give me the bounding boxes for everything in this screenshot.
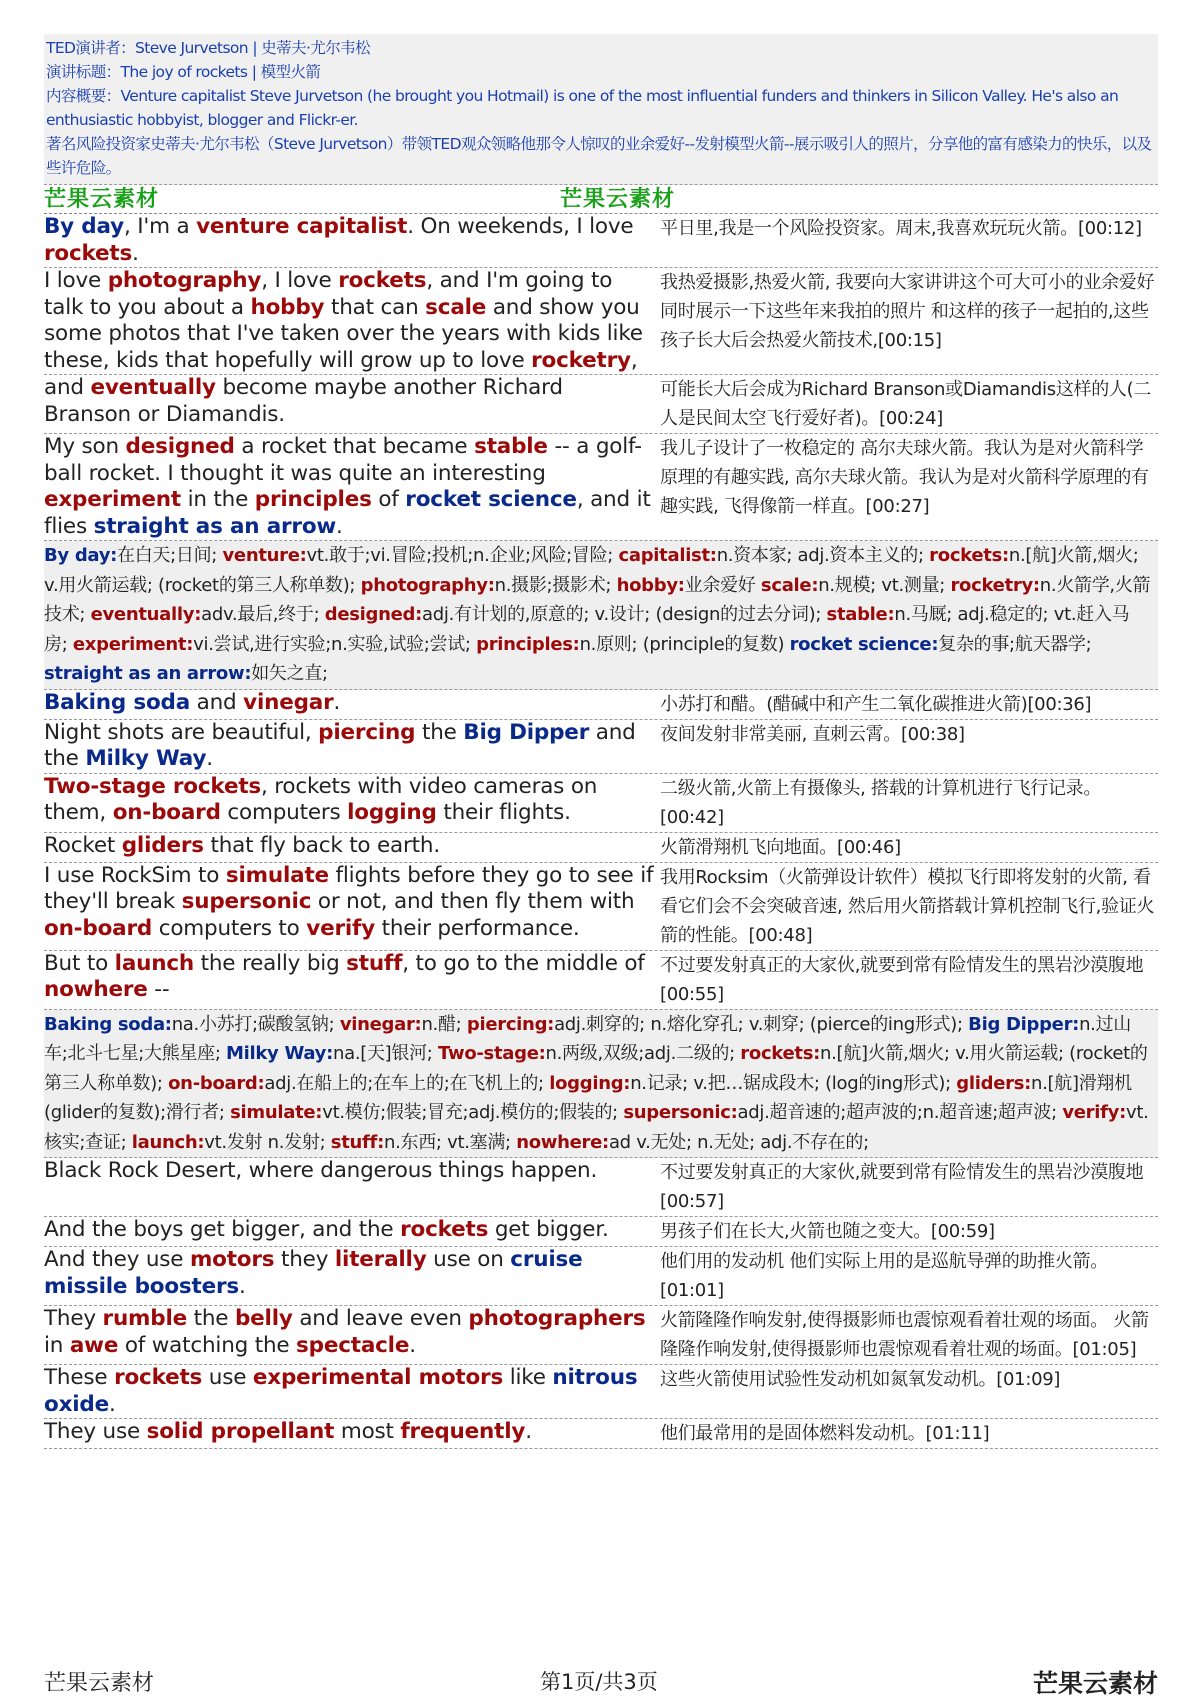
footer-brand-left: 芒果云素材 xyxy=(44,1671,155,1696)
text-run: get bigger. xyxy=(488,1217,609,1242)
text-run: n.原则; (principle的复数) xyxy=(579,633,790,655)
text-run: n.[航]火箭,烟火; v.用火箭运载; (rocket的第三人称单数); xyxy=(44,1043,1148,1094)
text-run: n.醋; xyxy=(421,1013,467,1035)
sentence-row xyxy=(44,690,1158,720)
chinese-translation: 他们最常用的是固体燃料发动机。[01:11] xyxy=(660,1423,990,1444)
text-run: or not, and then fly them with xyxy=(311,889,635,914)
sentence-block-2 xyxy=(44,690,1158,1010)
keyword-highlight: rockets: xyxy=(740,1043,821,1064)
keyword-highlight: experiment xyxy=(44,487,181,512)
text-run: They xyxy=(44,1306,103,1331)
text-run: vi.尝试,进行实验;n.实验,试验;尝试; xyxy=(193,633,477,655)
phrase-highlight: Baking soda: xyxy=(44,1013,172,1035)
text-run: of watching the xyxy=(118,1332,297,1358)
english-sentence xyxy=(44,720,656,773)
sentence-row xyxy=(44,1247,1158,1306)
chinese-translation: 我热爱摄影,热爱火箭, 我要向大家讲讲这个可大可小的业余爱好 同时展示一下这些年来我拍的照片 和这样的孩子一起拍的,这些孩子长大后会热爱火箭技术,[00:15] xyxy=(660,272,1155,351)
brand-watermark-right: 芒果云素材 xyxy=(560,187,676,212)
keyword-highlight: eventually: xyxy=(90,604,202,625)
chinese-translation: 我儿子设计了一枚稳定的 高尔夫球火箭。我认为是对火箭科学原理的有趣实践, 高尔夫球火箭。我认为是对火箭科学原理的有趣实践, 飞得像箭一样直。[00:27] xyxy=(660,438,1149,517)
phrase-highlight: Milky Way: xyxy=(226,1043,333,1064)
text-run: . xyxy=(108,1391,116,1417)
text-run: , I love xyxy=(261,268,339,293)
keyword-highlight: piercing: xyxy=(466,1013,555,1035)
english-sentence xyxy=(44,1306,656,1364)
keyword-highlight: piercing xyxy=(318,719,416,745)
text-run: the xyxy=(415,719,464,745)
keyword-highlight: experiment: xyxy=(72,633,194,655)
keyword-highlight: scale xyxy=(425,294,487,320)
keyword-highlight: solid propellant xyxy=(146,1419,335,1444)
text-run: use xyxy=(202,1365,253,1390)
keyword-highlight: gliders xyxy=(121,832,204,858)
sentence-row xyxy=(44,1217,1158,1247)
phrase-highlight: Big Dipper xyxy=(463,719,590,745)
keyword-highlight: verify xyxy=(306,915,376,941)
keyword-highlight: on-board xyxy=(112,800,221,825)
title-line: 演讲标题：The joy of rockets | 模型火箭 xyxy=(46,63,321,81)
keyword-highlight: logging xyxy=(347,800,437,825)
chinese-translation: 火箭滑翔机飞向地面。[00:46] xyxy=(660,836,901,858)
text-run: They use xyxy=(44,1419,147,1444)
phrase-highlight: Baking soda xyxy=(44,689,191,715)
keyword-highlight: motors xyxy=(189,1247,275,1272)
keyword-highlight: principles xyxy=(254,487,372,512)
keyword-highlight: launch xyxy=(114,950,195,976)
text-run: . xyxy=(132,240,139,266)
keyword-highlight: capitalist: xyxy=(618,545,717,566)
text-run: , xyxy=(630,347,638,373)
text-run: and the xyxy=(44,719,636,771)
sentence-block-1 xyxy=(44,214,1158,541)
keyword-highlight: on-board: xyxy=(168,1072,265,1094)
text-run: and xyxy=(44,375,91,400)
speaker-line: TED演讲者：Steve Jurvetson | 史蒂夫·尤尔韦松 xyxy=(46,39,370,57)
sentence-block-3 xyxy=(44,1158,1158,1449)
text-run: computers xyxy=(220,800,348,825)
transcript-page xyxy=(44,34,1158,1449)
text-run: like xyxy=(503,1365,553,1390)
english-sentence xyxy=(44,1247,656,1305)
chinese-translation: 小苏打和醋。(醋碱中和产生二氧化碳推进火箭)[00:36] xyxy=(660,693,1092,715)
keyword-highlight: belly xyxy=(234,1306,293,1331)
keyword-highlight: nowhere xyxy=(44,977,148,1002)
text-run: adv.最后,终于; xyxy=(201,604,325,625)
text-run: na.小苏打;碳酸氢钠; xyxy=(171,1013,340,1035)
text-run: , rockets with video cameras on them, xyxy=(44,773,598,825)
text-run: n.火箭学,火箭技术; xyxy=(44,574,1151,625)
keyword-highlight: photographers xyxy=(468,1306,646,1331)
sentence-row xyxy=(44,863,1158,951)
sentence-row xyxy=(44,1419,1158,1449)
summary-cn: 著名风险投资家史蒂夫·尤尔韦松（Steve Jurvetson）带领TED观众领略他那令人惊叹的业余爱好--发射模型火箭--展示吸引人的照片，分享他的富有感染力的快乐，以及些许危险。 xyxy=(46,135,1152,177)
text-run: . xyxy=(525,1419,532,1444)
keyword-highlight: photography xyxy=(107,268,262,293)
keyword-highlight: rocketry: xyxy=(950,574,1040,596)
text-run: n.过山车;北斗七星;大熊星座; xyxy=(44,1013,1131,1064)
text-run: I love xyxy=(44,268,108,293)
text-run: vt.核实;查证; xyxy=(44,1102,1149,1153)
text-run: flights before they go to see if they'll break xyxy=(44,862,654,914)
english-sentence xyxy=(44,774,656,832)
keyword-highlight: logging: xyxy=(549,1072,631,1094)
text-run: 业余爱好 xyxy=(684,574,761,596)
text-run: . On weekends, I love xyxy=(407,214,634,239)
text-run: adj.超音速的;超声波的;n.超音速;超声波; xyxy=(737,1102,1063,1123)
text-run: that can xyxy=(324,294,426,320)
summary-en: 内容概要：Venture capitalist Steve Jurvetson (he brought you Hotmail) is one of the most influential funders and thinkers in Silicon Valley. He's also an enthusiastic hobbyist, blogger and Flickr-er. xyxy=(46,87,1119,129)
english-sentence xyxy=(44,951,656,1009)
english-sentence xyxy=(44,833,656,862)
text-run: the really big xyxy=(194,950,347,976)
keyword-highlight: supersonic xyxy=(181,889,312,914)
text-run: n.[航]滑翔机(glider的复数);滑行者; xyxy=(44,1072,1132,1123)
keyword-highlight: nowhere: xyxy=(516,1131,609,1153)
text-run: n.东西; vt.塞满; xyxy=(383,1131,517,1153)
sentence-row xyxy=(44,720,1158,774)
text-run: These xyxy=(44,1365,115,1390)
text-run: Black Rock Desert, where dangerous things happen. xyxy=(44,1158,598,1183)
keyword-highlight: rockets: xyxy=(929,545,1009,566)
text-run: And the boys get bigger, and the xyxy=(44,1217,401,1242)
sentence-row xyxy=(44,833,1158,863)
chinese-translation: 可能长大后会成为Richard Branson或Diamandis这样的人(二人是民间太空飞行爱好者)。[00:24] xyxy=(660,379,1152,429)
text-run: . xyxy=(238,1273,246,1299)
keyword-highlight: rockets xyxy=(114,1365,203,1390)
english-sentence xyxy=(44,1365,656,1418)
keyword-highlight: hobby xyxy=(250,294,325,320)
english-sentence xyxy=(44,1217,656,1246)
text-run: , I'm a xyxy=(123,214,197,239)
text-run: . xyxy=(206,746,213,771)
keyword-highlight: frequently xyxy=(400,1419,526,1444)
text-run: , to go to the middle of xyxy=(402,950,645,976)
sentence-row xyxy=(44,1306,1158,1365)
text-run: But to xyxy=(44,950,115,976)
text-run: 如矢之直; xyxy=(251,663,328,684)
text-run: My son xyxy=(44,434,126,459)
chinese-translation: 这些火箭使用试验性发动机如氮氧发动机。[01:09] xyxy=(660,1369,1061,1390)
keyword-highlight: spectacle xyxy=(296,1332,410,1358)
text-run: And they use xyxy=(44,1247,190,1272)
keyword-highlight: experimental motors xyxy=(252,1365,504,1390)
keyword-highlight: photography: xyxy=(360,574,495,596)
keyword-highlight: awe xyxy=(69,1332,119,1358)
text-run: , and it flies xyxy=(44,487,651,539)
chinese-translation: 火箭隆隆作响发射,使得摄影师也震惊观看着壮观的场面。 火箭隆隆作响发射,使得摄影师也震惊观看着壮观的场面。[01:05] xyxy=(660,1310,1149,1360)
keyword-highlight: verify: xyxy=(1062,1102,1126,1123)
text-run: of xyxy=(371,487,406,512)
sentence-row xyxy=(44,268,1158,375)
text-run: their flights. xyxy=(436,800,571,825)
text-run: vt.模仿;假装;冒充;adj.模仿的;假装的; xyxy=(322,1102,624,1123)
keyword-highlight: gliders: xyxy=(956,1072,1032,1094)
text-run: a rocket that became xyxy=(234,434,475,459)
keyword-highlight: stable: xyxy=(826,604,895,625)
text-run: and xyxy=(190,689,244,715)
text-run: , and I'm going to talk to you about a xyxy=(44,268,613,320)
keyword-highlight: Two-stage: xyxy=(437,1043,546,1064)
text-run: and leave even xyxy=(292,1306,469,1331)
footer-brand-right: 芒果云素材 xyxy=(1032,1669,1158,1698)
text-run: -- a golf-ball rocket. I thought it was quite an interesting xyxy=(44,434,642,486)
text-run: vt.敢于;vi.冒险;投机;n.企业;风险;冒险; xyxy=(306,545,619,566)
text-run: their performance. xyxy=(375,915,580,941)
keyword-highlight: stuff: xyxy=(330,1131,384,1153)
phrase-highlight: By day xyxy=(44,214,124,239)
keyword-highlight: simulate xyxy=(225,862,329,888)
text-run: . xyxy=(336,513,343,539)
phrase-highlight: cruise missile boosters xyxy=(44,1247,583,1299)
text-run: and show you some photos that I've taken over the years with kids like these, kids that hopefully will grow up to love xyxy=(44,294,643,373)
text-run: n.马厩; adj.稳定的; vt.赶入马房; xyxy=(44,604,1130,655)
english-sentence xyxy=(44,434,656,540)
text-run: 复杂的事;航天器学; xyxy=(938,633,1092,655)
page-footer xyxy=(44,1664,1158,1698)
sentence-row xyxy=(44,774,1158,833)
chinese-translation: 不过要发射真正的大家伙,就要到常有险情发生的黑岩沙漠腹地[00:57] xyxy=(660,1162,1144,1212)
keyword-highlight: rockets xyxy=(338,268,427,293)
keyword-highlight: principles: xyxy=(476,633,580,655)
english-sentence xyxy=(44,375,656,433)
text-run: n.记录; v.把…锯成段木; (log的ing形式); xyxy=(630,1072,957,1094)
english-sentence xyxy=(44,214,656,267)
text-run: n.两级,双级;adj.二级的; xyxy=(545,1043,741,1064)
keyword-highlight: rockets xyxy=(44,240,133,266)
phrase-highlight: Big Dipper: xyxy=(968,1013,1080,1035)
text-run: most xyxy=(334,1419,401,1444)
vocab-block-1 xyxy=(44,541,1158,690)
keyword-highlight: stable xyxy=(474,434,548,459)
text-run: n.[航]火箭,烟火; v.用火箭运载; (rocket的第三人称单数); xyxy=(44,545,1139,596)
keyword-highlight: literally xyxy=(334,1247,427,1272)
text-run: adj.有计划的,原意的; v.设计; (design的过去分词); xyxy=(422,604,827,625)
vocab-block-2 xyxy=(44,1010,1158,1159)
english-sentence xyxy=(44,690,656,719)
text-run: in the xyxy=(180,487,255,512)
keyword-highlight: designed: xyxy=(324,604,423,625)
text-run: use on xyxy=(426,1247,511,1272)
brand-watermark-left: 芒果云素材 xyxy=(44,187,160,212)
sentence-row xyxy=(44,1158,1158,1217)
brand-row xyxy=(44,185,1158,214)
keyword-highlight: venture capitalist xyxy=(196,214,408,239)
text-run: ad v.无处; n.无处; adj.不存在的; xyxy=(608,1131,869,1153)
keyword-highlight: supersonic: xyxy=(623,1102,738,1123)
text-run: adj.刺穿的; n.熔化穿孔; v.刺穿; (pierce的ing形式); xyxy=(554,1013,969,1035)
keyword-highlight: rumble xyxy=(102,1306,188,1331)
phrase-highlight: rocket science: xyxy=(789,633,939,655)
keyword-highlight: eventually xyxy=(90,375,216,400)
chinese-translation: 二级火箭,火箭上有摄像头, 搭载的计算机进行飞行记录。[00:42] xyxy=(660,777,1102,828)
english-sentence xyxy=(44,1419,656,1448)
keyword-highlight: launch: xyxy=(131,1131,205,1153)
english-sentence xyxy=(44,268,656,374)
page-number: 第1页/共3页 xyxy=(540,1670,658,1694)
talk-header xyxy=(44,34,1158,185)
text-run: n.资本家; adj.资本主义的; xyxy=(716,545,930,566)
keyword-highlight: vinegar: xyxy=(339,1013,422,1035)
text-run: Rocket xyxy=(44,832,122,858)
sentence-row xyxy=(44,951,1158,1010)
text-run: computers to xyxy=(152,915,307,941)
phrase-highlight: Milky Way xyxy=(85,746,207,771)
keyword-highlight: rockets xyxy=(400,1217,489,1242)
text-run: adj.在船上的;在车上的;在飞机上的; xyxy=(264,1072,550,1094)
keyword-highlight: venture: xyxy=(222,545,307,566)
phrase-highlight: straight as an arrow: xyxy=(44,663,252,684)
sentence-row xyxy=(44,1365,1158,1419)
keyword-highlight: designed xyxy=(125,434,235,459)
text-run: in xyxy=(44,1332,70,1358)
chinese-translation: 平日里,我是一个风险投资家。周末,我喜欢玩玩火箭。[00:12] xyxy=(660,218,1142,239)
keyword-highlight: stuff xyxy=(346,950,403,976)
keyword-highlight: vinegar xyxy=(243,689,334,715)
phrase-highlight: straight as an arrow xyxy=(93,513,337,539)
keyword-highlight: scale: xyxy=(760,574,819,596)
sentence-row xyxy=(44,375,1158,434)
keyword-highlight: Two-stage rockets xyxy=(44,773,261,799)
keyword-highlight: simulate: xyxy=(230,1102,323,1123)
chinese-translation: 他们用的发动机 他们实际上用的是巡航导弹的助推火箭。[01:01] xyxy=(660,1251,1108,1301)
text-run: vt.发射 n.发射; xyxy=(204,1131,331,1153)
phrase-highlight: By day: xyxy=(44,545,118,566)
english-sentence xyxy=(44,863,656,950)
chinese-translation: 我用Rocksim（火箭弹设计软件）模拟飞行即将发射的火箭, 看看它们会不会突破音速, 然后用火箭搭载计算机控制飞行,验证火箭的性能。[00:48] xyxy=(660,866,1155,946)
chinese-translation: 男孩子们在长大,火箭也随之变大。[00:59] xyxy=(660,1221,995,1242)
keyword-highlight: rocketry xyxy=(531,347,631,373)
phrase-highlight: rocket science xyxy=(405,487,577,512)
chinese-translation: 不过要发射真正的大家伙,就要到常有险情发生的黑岩沙漠腹地[00:55] xyxy=(660,954,1144,1005)
keyword-highlight: on-board xyxy=(44,915,153,941)
text-run: n.规模; vt.测量; xyxy=(818,574,951,596)
keyword-highlight: hobby: xyxy=(616,574,685,596)
text-run: that fly back to earth. xyxy=(203,832,440,858)
text-run: na.[天]银河; xyxy=(332,1043,438,1064)
text-run: become maybe another Richard Branson or Diamandis. xyxy=(44,375,563,427)
text-run: the xyxy=(187,1306,235,1331)
text-run: -- xyxy=(147,977,170,1002)
text-run: Night shots are beautiful, xyxy=(44,719,319,745)
text-run: . xyxy=(333,689,341,715)
sentence-row xyxy=(44,214,1158,268)
phrase-highlight: nitrous oxide xyxy=(44,1365,638,1417)
sentence-row xyxy=(44,434,1158,541)
text-run: n.摄影;摄影术; xyxy=(494,574,617,596)
chinese-translation: 夜间发射非常美丽, 直刺云霄。[00:38] xyxy=(660,723,965,745)
text-run: . xyxy=(409,1332,416,1358)
english-sentence xyxy=(44,1158,656,1216)
text-run: 在白天;日间; xyxy=(117,545,223,566)
text-run: they xyxy=(274,1247,335,1272)
text-run: I use RockSim to xyxy=(44,862,226,888)
